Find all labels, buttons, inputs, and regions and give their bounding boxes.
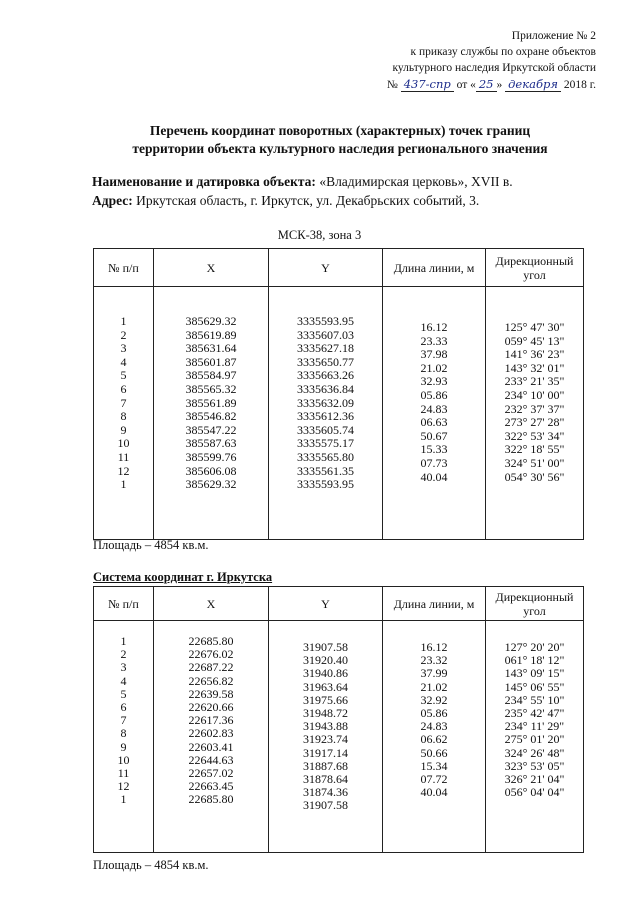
x-value: 22620.66 [188,699,234,714]
lengths-cell [383,621,486,853]
point-number: 4 [120,673,127,688]
direction-angle: 234° 11' 29" [504,719,565,734]
x-value: 22685.80 [188,792,234,807]
point-number: 9 [120,422,127,437]
x-value: 385631.64 [185,341,237,356]
point-number: 7 [120,395,127,410]
y-value: 3335612.36 [297,409,354,424]
object-name-value: «Владимирская церковь», XVII в. [319,174,513,189]
point-number: 11 [117,449,130,464]
header-point-number: № п/п [94,587,154,621]
x-value: 22687.22 [188,660,234,675]
direction-angle: 234° 55' 10" [504,692,565,707]
number-sign: № [386,79,398,91]
y-value: 3335636.84 [297,381,354,396]
object-name-label: Наименование и датировка объекта: [92,174,316,189]
point-number: 8 [120,726,127,741]
direction-angle: 143° 32' 01" [504,360,565,375]
order-number-date [387,76,596,93]
y-value: 31874.36 [303,785,348,800]
header-direction-angle: Дирекционный угол [486,249,584,287]
x-values-cell [154,287,269,540]
direction-angle: 273° 27' 28" [504,415,565,430]
direction-angle: 324° 26' 48" [504,745,565,760]
point-number: 5 [120,368,127,383]
direction-angle: 326° 21' 04" [504,771,565,786]
point-numbers-cell [94,287,154,540]
x-value: 22657.02 [188,765,234,780]
line-length: 06.62 [420,732,448,747]
point-number: 1 [120,634,127,648]
lengths-cell [383,287,486,540]
table-body-row [94,621,584,853]
x-value: 22639.58 [188,686,234,701]
x-value: 385629.32 [185,314,237,328]
line-length: 16.12 [420,320,448,334]
order-authority: культурного наследия Иркутской области [392,62,596,74]
line-length: 23.32 [420,653,448,668]
y-value: 31923.74 [303,732,348,747]
point-number: 1 [120,477,127,492]
y-value: 3335650.77 [297,354,354,369]
line-length: 24.83 [420,401,448,416]
point-number: 12 [117,779,130,794]
x-value: 22602.83 [188,726,234,741]
y-value: 3335607.03 [297,327,354,342]
point-number: 6 [120,381,127,396]
y-value: 3335632.09 [297,395,354,410]
table-body-row [94,287,584,540]
point-number: 1 [120,314,127,328]
y-value: 3335593.95 [297,314,354,328]
line-length: 21.02 [420,360,448,375]
line-length: 21.02 [420,679,448,694]
day-close: » [496,79,503,91]
x-value: 22676.02 [188,647,234,662]
x-value: 22685.80 [188,634,234,648]
y-values-cell [269,621,383,853]
direction-angle: 322° 53' 34" [504,428,565,443]
coordinate-system-msk38: МСК-38, зона 3 [277,228,362,242]
y-value: 3335663.26 [297,368,354,383]
appendix-header [387,28,596,93]
x-value: 385601.87 [185,354,237,369]
handwritten-month: декабря [505,77,561,92]
direction-angle: 143° 09' 15" [504,666,565,681]
point-numbers-cell [94,621,154,853]
direction-angle: 056° 04' 04" [504,785,565,800]
point-number: 6 [120,699,127,714]
line-length: 15.34 [420,758,448,773]
direction-angle: 061° 18' 12" [504,653,565,668]
y-value: 3335565.80 [297,449,354,464]
coordinates-table-irkutsk [93,586,584,853]
direction-angle: 275° 01' 20" [504,732,565,747]
x-value: 385546.82 [185,409,237,424]
y-value: 31887.68 [303,758,348,773]
angles-cell [486,621,584,853]
direction-angle: 235° 42' 47" [504,705,565,720]
direction-angle: 233° 21' 35" [504,374,565,389]
line-length: 05.86 [420,705,448,720]
point-number: 5 [120,686,127,701]
point-number: 7 [120,713,127,728]
year-text: 2018 г. [563,79,596,91]
y-value: 3335627.18 [297,341,354,356]
direction-angle: 322° 18' 55" [504,442,565,457]
y-value: 31948.72 [303,705,348,720]
x-value: 385587.63 [185,436,237,451]
object-address-row [92,191,612,210]
direction-angle: 324° 51' 00" [504,455,565,470]
header-line-length: Длина линии, м [383,587,486,621]
direction-angle: 141° 36' 23" [504,347,565,362]
point-number: 3 [120,341,127,356]
direction-angle: 323° 53' 05" [504,758,565,773]
point-number: 3 [120,660,127,675]
y-value: 31920.40 [303,653,348,668]
y-value: 3335605.74 [297,422,354,437]
y-value: 3335593.95 [297,477,354,492]
line-length: 50.66 [420,745,448,760]
point-number: 2 [120,327,127,342]
line-length: 24.83 [420,719,448,734]
line-length: 32.93 [420,374,448,389]
header-line-length: Длина линии, м [383,249,486,287]
x-value: 385606.08 [185,463,237,478]
table-header-row [94,249,584,287]
x-value: 22617.36 [188,713,234,728]
y-values-cell [269,287,383,540]
angles-cell [486,287,584,540]
direction-angle: 125° 47' 30" [504,320,565,334]
direction-angle: 232° 37' 37" [504,401,565,416]
line-length: 50.67 [420,428,448,443]
direction-angle: 234° 10' 00" [504,387,565,402]
object-address-label: Адрес: [92,193,133,208]
x-value: 385547.22 [185,422,237,437]
x-value: 22644.63 [188,752,234,767]
y-value: 31907.58 [303,798,348,813]
x-value: 22663.45 [188,779,234,794]
y-value: 31907.58 [303,640,348,654]
object-name-row [92,172,612,191]
x-value: 22656.82 [188,673,234,688]
x-value: 385584.97 [185,368,237,383]
point-number: 10 [117,436,130,451]
y-value: 31940.86 [303,666,348,681]
handwritten-order-number: 437-спр [401,77,454,92]
header-x: X [154,587,269,621]
point-number: 12 [117,463,130,478]
object-address-value: Иркутская область, г. Иркутск, ул. Декабрьских событий, 3. [136,193,480,208]
line-length: 05.86 [420,387,448,402]
order-reference: к приказу службы по охране объектов [410,46,596,58]
line-length: 06.63 [420,415,448,430]
area-irkutsk: Площадь – 4854 кв.м. [93,858,209,872]
line-length: 40.04 [420,469,448,484]
x-value: 385619.89 [185,327,237,342]
point-number: 4 [120,354,127,369]
y-value: 31963.64 [303,679,348,694]
direction-angle: 145° 06' 55" [504,679,565,694]
header-direction-angle: Дирекционный угол [486,587,584,621]
x-value: 385561.89 [185,395,237,410]
point-number: 2 [120,647,127,662]
y-value: 31917.14 [303,745,348,760]
title-line-2: территории объекта культурного наследия регионального значения [132,141,548,156]
line-length: 37.98 [420,347,448,362]
point-number: 11 [117,765,130,780]
line-length: 16.12 [420,640,448,654]
x-value: 22603.41 [188,739,234,754]
line-length: 07.73 [420,455,448,470]
appendix-number: Приложение № 2 [511,30,596,42]
header-point-number: № п/п [94,249,154,287]
header-x: X [154,249,269,287]
point-number: 10 [117,752,130,767]
point-number: 8 [120,409,127,424]
direction-angle: 059° 45' 13" [504,333,565,348]
handwritten-day: 25 [476,77,497,92]
y-value: 31975.66 [303,692,348,707]
table-header-row [94,587,584,621]
x-values-cell [154,621,269,853]
y-value: 31943.88 [303,719,348,734]
document-title [90,122,590,158]
line-length: 15.33 [420,442,448,457]
from-text: от « [456,79,476,91]
x-value: 385565.32 [185,381,237,396]
header-y: Y [269,587,383,621]
y-value: 3335575.17 [297,436,354,451]
object-info [92,172,612,210]
direction-angle: 054° 30' 56" [504,469,565,484]
line-length: 40.04 [420,785,448,800]
x-value: 385599.76 [185,449,237,464]
area-msk38: Площадь – 4854 кв.м. [93,538,209,552]
line-length: 23.33 [420,333,448,348]
y-value: 3335561.35 [297,463,354,478]
y-value: 31878.64 [303,771,348,786]
coordinates-table-msk38 [93,248,584,540]
line-length: 07.72 [420,771,448,786]
line-length: 32.92 [420,692,448,707]
header-y: Y [269,249,383,287]
point-number: 9 [120,739,127,754]
coordinate-system-irkutsk: Система координат г. Иркутска [93,570,273,584]
line-length: 37.99 [420,666,448,681]
direction-angle: 127° 20' 20" [504,640,565,654]
x-value: 385629.32 [185,477,237,492]
point-number: 1 [120,792,127,807]
title-line-1: Перечень координат поворотных (характерных) точек границ [149,123,531,138]
